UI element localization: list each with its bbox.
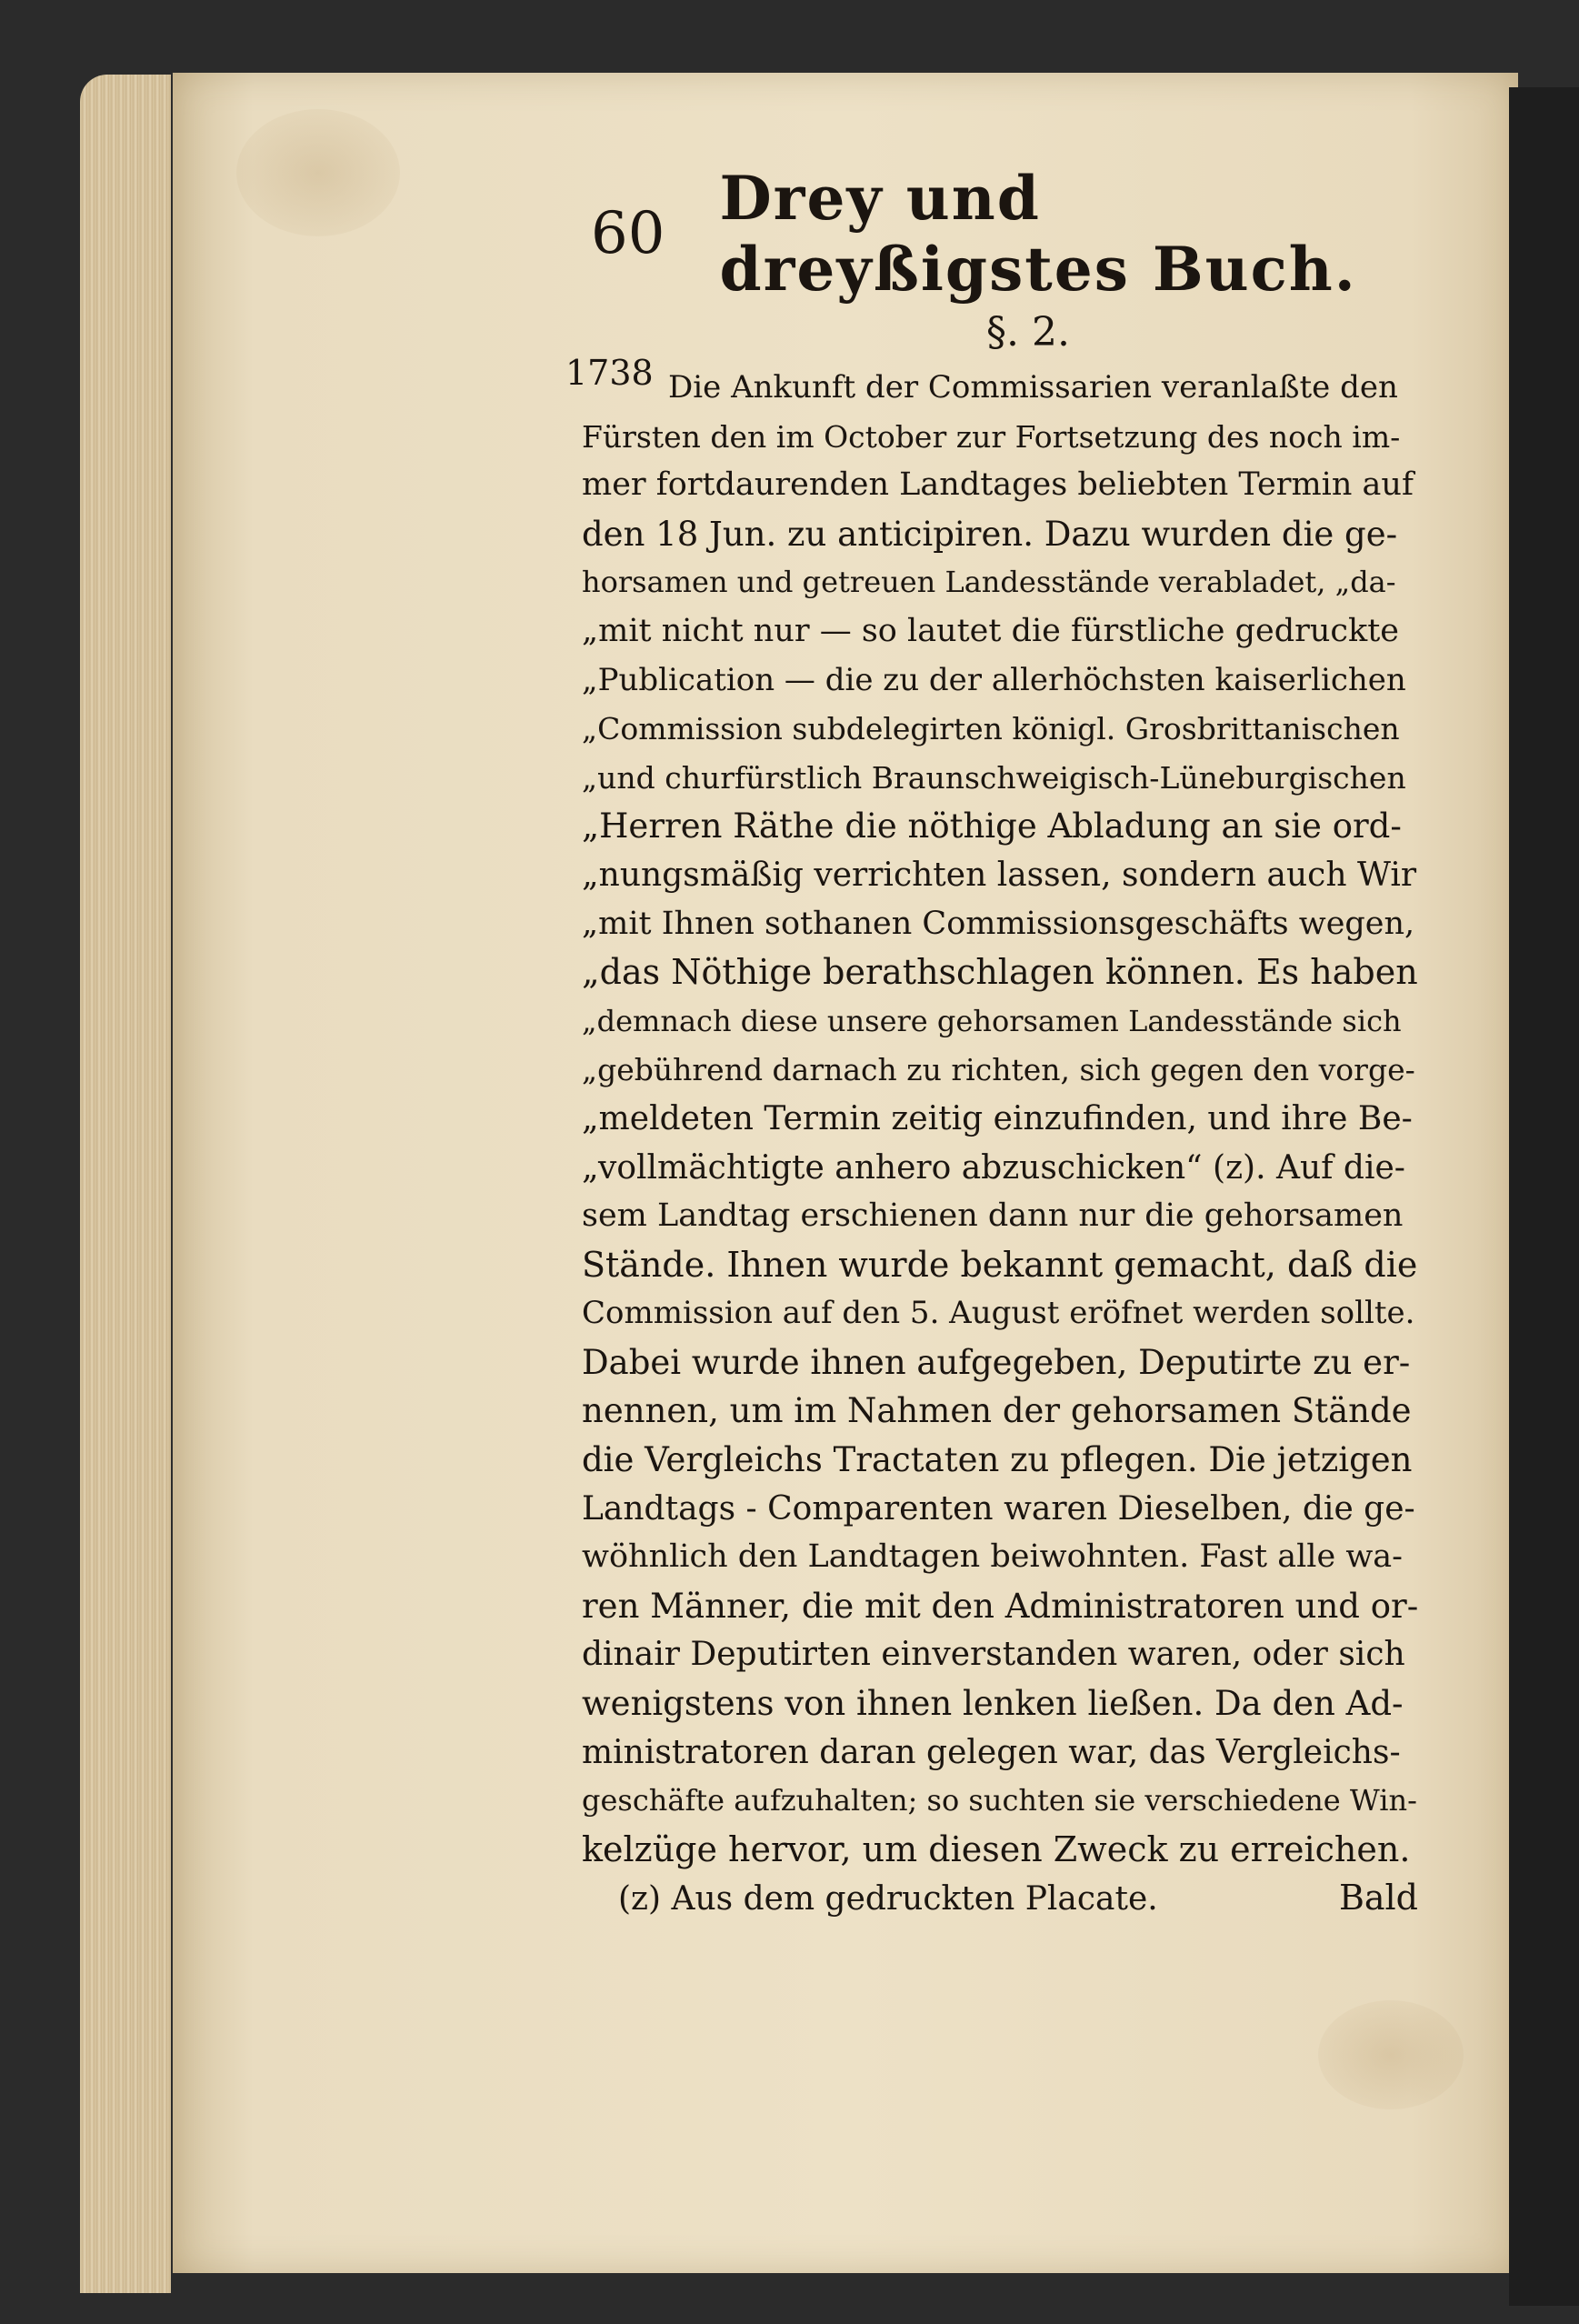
text-line: „mit nicht nur — so lautet die fürstliche gedruckte: [582, 612, 1400, 649]
page-header: [591, 163, 1409, 305]
text-line: wenigstens von ihnen lenken ließen. Da den Ad-: [582, 1684, 1404, 1724]
text-line: geschäfte aufzuhalten; so suchten sie verschiedene Win-: [582, 1783, 1417, 1818]
background-edge: [1509, 87, 1579, 2306]
text-line: „Herren Räthe die nöthige Abladung an sie ord-: [582, 806, 1402, 846]
text-line: „und churfürstlich Braunschweigisch-Lüneburgischen: [582, 759, 1406, 796]
text-line: ministratoren daran gelegen war, das Vergleichs-: [582, 1733, 1401, 1771]
footnote: (z) Aus dem gedruckten Placate.: [618, 1880, 1158, 1918]
text-line: Landtags - Comparenten waren Dieselben, die ge-: [582, 1489, 1415, 1528]
text-line: „mit Ihnen sothanen Commissionsgeschäfts wegen,: [582, 905, 1415, 942]
text-line: ren Männer, die mit den Administratoren und or-: [582, 1586, 1419, 1626]
margin-year: 1738: [565, 353, 654, 393]
text-line: horsamen und getreuen Landesstände verabladet, „da-: [582, 565, 1396, 600]
text-line: kelzüge hervor, um diesen Zweck zu erreichen.: [582, 1828, 1411, 1869]
text-line: Stände. Ihnen wurde bekannt gemacht, daß die: [582, 1244, 1418, 1285]
catchword: Bald: [1338, 1878, 1418, 1918]
text-line: Dabei wurde ihnen aufgegeben, Deputirte zu er-: [582, 1342, 1411, 1382]
text-line: „nungsmäßig verrichten lassen, sondern auch Wir: [582, 856, 1417, 894]
running-head: Drey und dreyßigstes Buch.: [719, 163, 1357, 305]
paper-stain: [236, 109, 400, 236]
text-line: den 18 Jun. zu anticipiren. Dazu wurden die ge-: [582, 514, 1398, 554]
page-number: 60: [591, 200, 665, 267]
text-line: „gebührend darnach zu richten, sich gegen den vorge-: [582, 1052, 1415, 1088]
text-line: Fürsten den im October zur Fortsetzung des noch im-: [582, 418, 1401, 455]
text-line: „vollmächtigte anhero abzuschicken“ (z). Auf die-: [582, 1148, 1405, 1187]
section-heading: §. 2.: [986, 309, 1070, 356]
page-edges: [80, 75, 171, 2293]
text-line: Commission auf den 5. August eröfnet werden sollte.: [582, 1295, 1415, 1332]
paper-stain: [1318, 2000, 1464, 2109]
text-line: dinair Deputirten einverstanden waren, oder sich: [582, 1636, 1405, 1674]
text-line: „Commission subdelegirten königl. Grosbrittanischen: [582, 711, 1400, 747]
body-text: [582, 364, 1418, 1923]
text-line: nennen, um im Nahmen der gehorsamen Stände: [582, 1391, 1412, 1431]
text-line: „das Nöthige berathschlagen können. Es haben: [582, 952, 1418, 993]
text-line: sem Landtag erschienen dann nur die gehorsamen: [582, 1197, 1404, 1235]
text-line: mer fortdaurenden Landtages beliebten Termin auf: [582, 466, 1414, 504]
text-line: „demnach diese unsere gehorsamen Landesstände sich: [582, 1003, 1402, 1038]
text-line: „meldeten Termin zeitig einzufinden, und ihre Be-: [582, 1099, 1413, 1137]
text-line: die Vergleichs Tractaten zu pflegen. Die jetzigen: [582, 1440, 1413, 1480]
text-line: wöhnlich den Landtagen beiwohnten. Fast alle wa-: [582, 1538, 1403, 1576]
text-line: „Publication — die zu der allerhöchsten kaiserlichen: [582, 661, 1406, 698]
text-line: Die Ankunft der Commissarien veranlaßte den: [668, 369, 1398, 406]
